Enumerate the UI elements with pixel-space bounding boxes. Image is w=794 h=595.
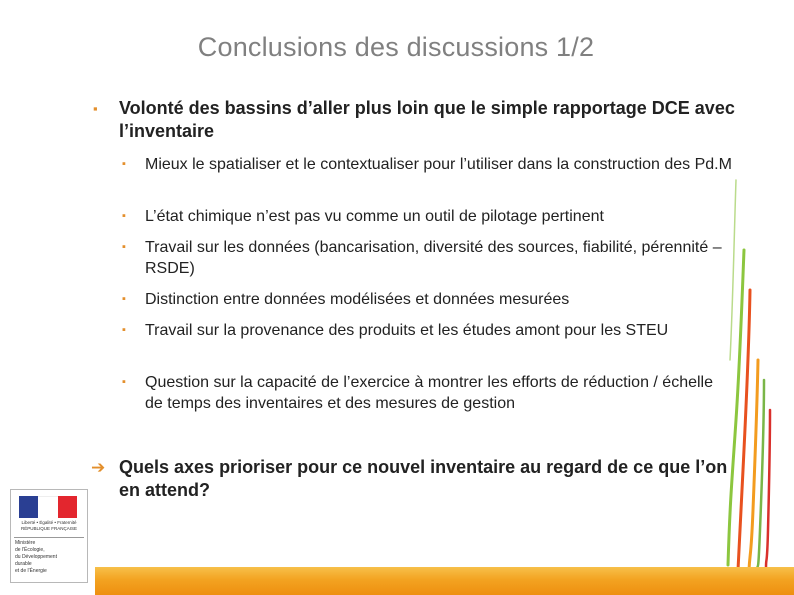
list-item-text: L’état chimique n’est pas vu comme un outil de pilotage pertinent xyxy=(145,208,604,225)
list-item xyxy=(122,237,735,279)
list-item xyxy=(122,372,735,414)
closing-question xyxy=(91,456,739,502)
logo-ministry-name: Ministère de l'Écologie, du Développement durable et de l'Énergie xyxy=(15,540,57,574)
main-point xyxy=(93,97,739,143)
marianne-flag-icon xyxy=(19,496,77,518)
slide-title: Conclusions des discussions 1/2 xyxy=(197,32,595,62)
list-item xyxy=(122,320,735,341)
list-item-text: Travail sur les données (bancarisation, diversité des sources, fiabilité, pérennité – RSDE) xyxy=(145,239,722,277)
main-point-text: Volonté des bassins d’aller plus loin que le simple rapportage DCE avec l’inventaire xyxy=(119,98,735,141)
footer-band xyxy=(95,567,794,595)
arrow-right-icon: ➔ xyxy=(91,458,106,477)
list-item-text: Mieux le spatialiser et le contextualiser pour l’utiliser dans la construction des Pd.M xyxy=(145,156,732,173)
list-item-text: Question sur la capacité de l’exercice à montrer les efforts de réduction / échelle de temps des inventaires et des mesures de gestion xyxy=(145,374,713,412)
closing-question-text: Quels axes prioriser pour ce nouvel inventaire au regard de ce que l’on en attend? xyxy=(119,457,728,500)
square-bullet-icon: ▪ xyxy=(122,376,126,388)
list-item xyxy=(122,154,735,175)
list-item xyxy=(122,206,735,227)
square-bullet-icon: ▪ xyxy=(122,210,126,222)
decorative-strokes xyxy=(700,60,794,595)
list-item-text: Travail sur la provenance des produits et les études amont pour les STEU xyxy=(145,322,669,339)
square-bullet-icon: ▪ xyxy=(122,241,126,253)
square-bullet-icon: ▪ xyxy=(122,293,126,305)
square-bullet-icon: ▪ xyxy=(93,101,98,116)
logo-divider xyxy=(14,537,84,538)
list-item-text: Distinction entre données modélisées et données mesurées xyxy=(145,291,570,308)
square-bullet-icon: ▪ xyxy=(122,324,126,336)
ministry-logo xyxy=(10,489,88,583)
square-bullet-icon: ▪ xyxy=(122,158,126,170)
logo-motto: Liberté • Égalité • Fraternité RÉPUBLIQUE FRANÇAISE xyxy=(20,520,77,531)
list-item xyxy=(122,289,735,310)
